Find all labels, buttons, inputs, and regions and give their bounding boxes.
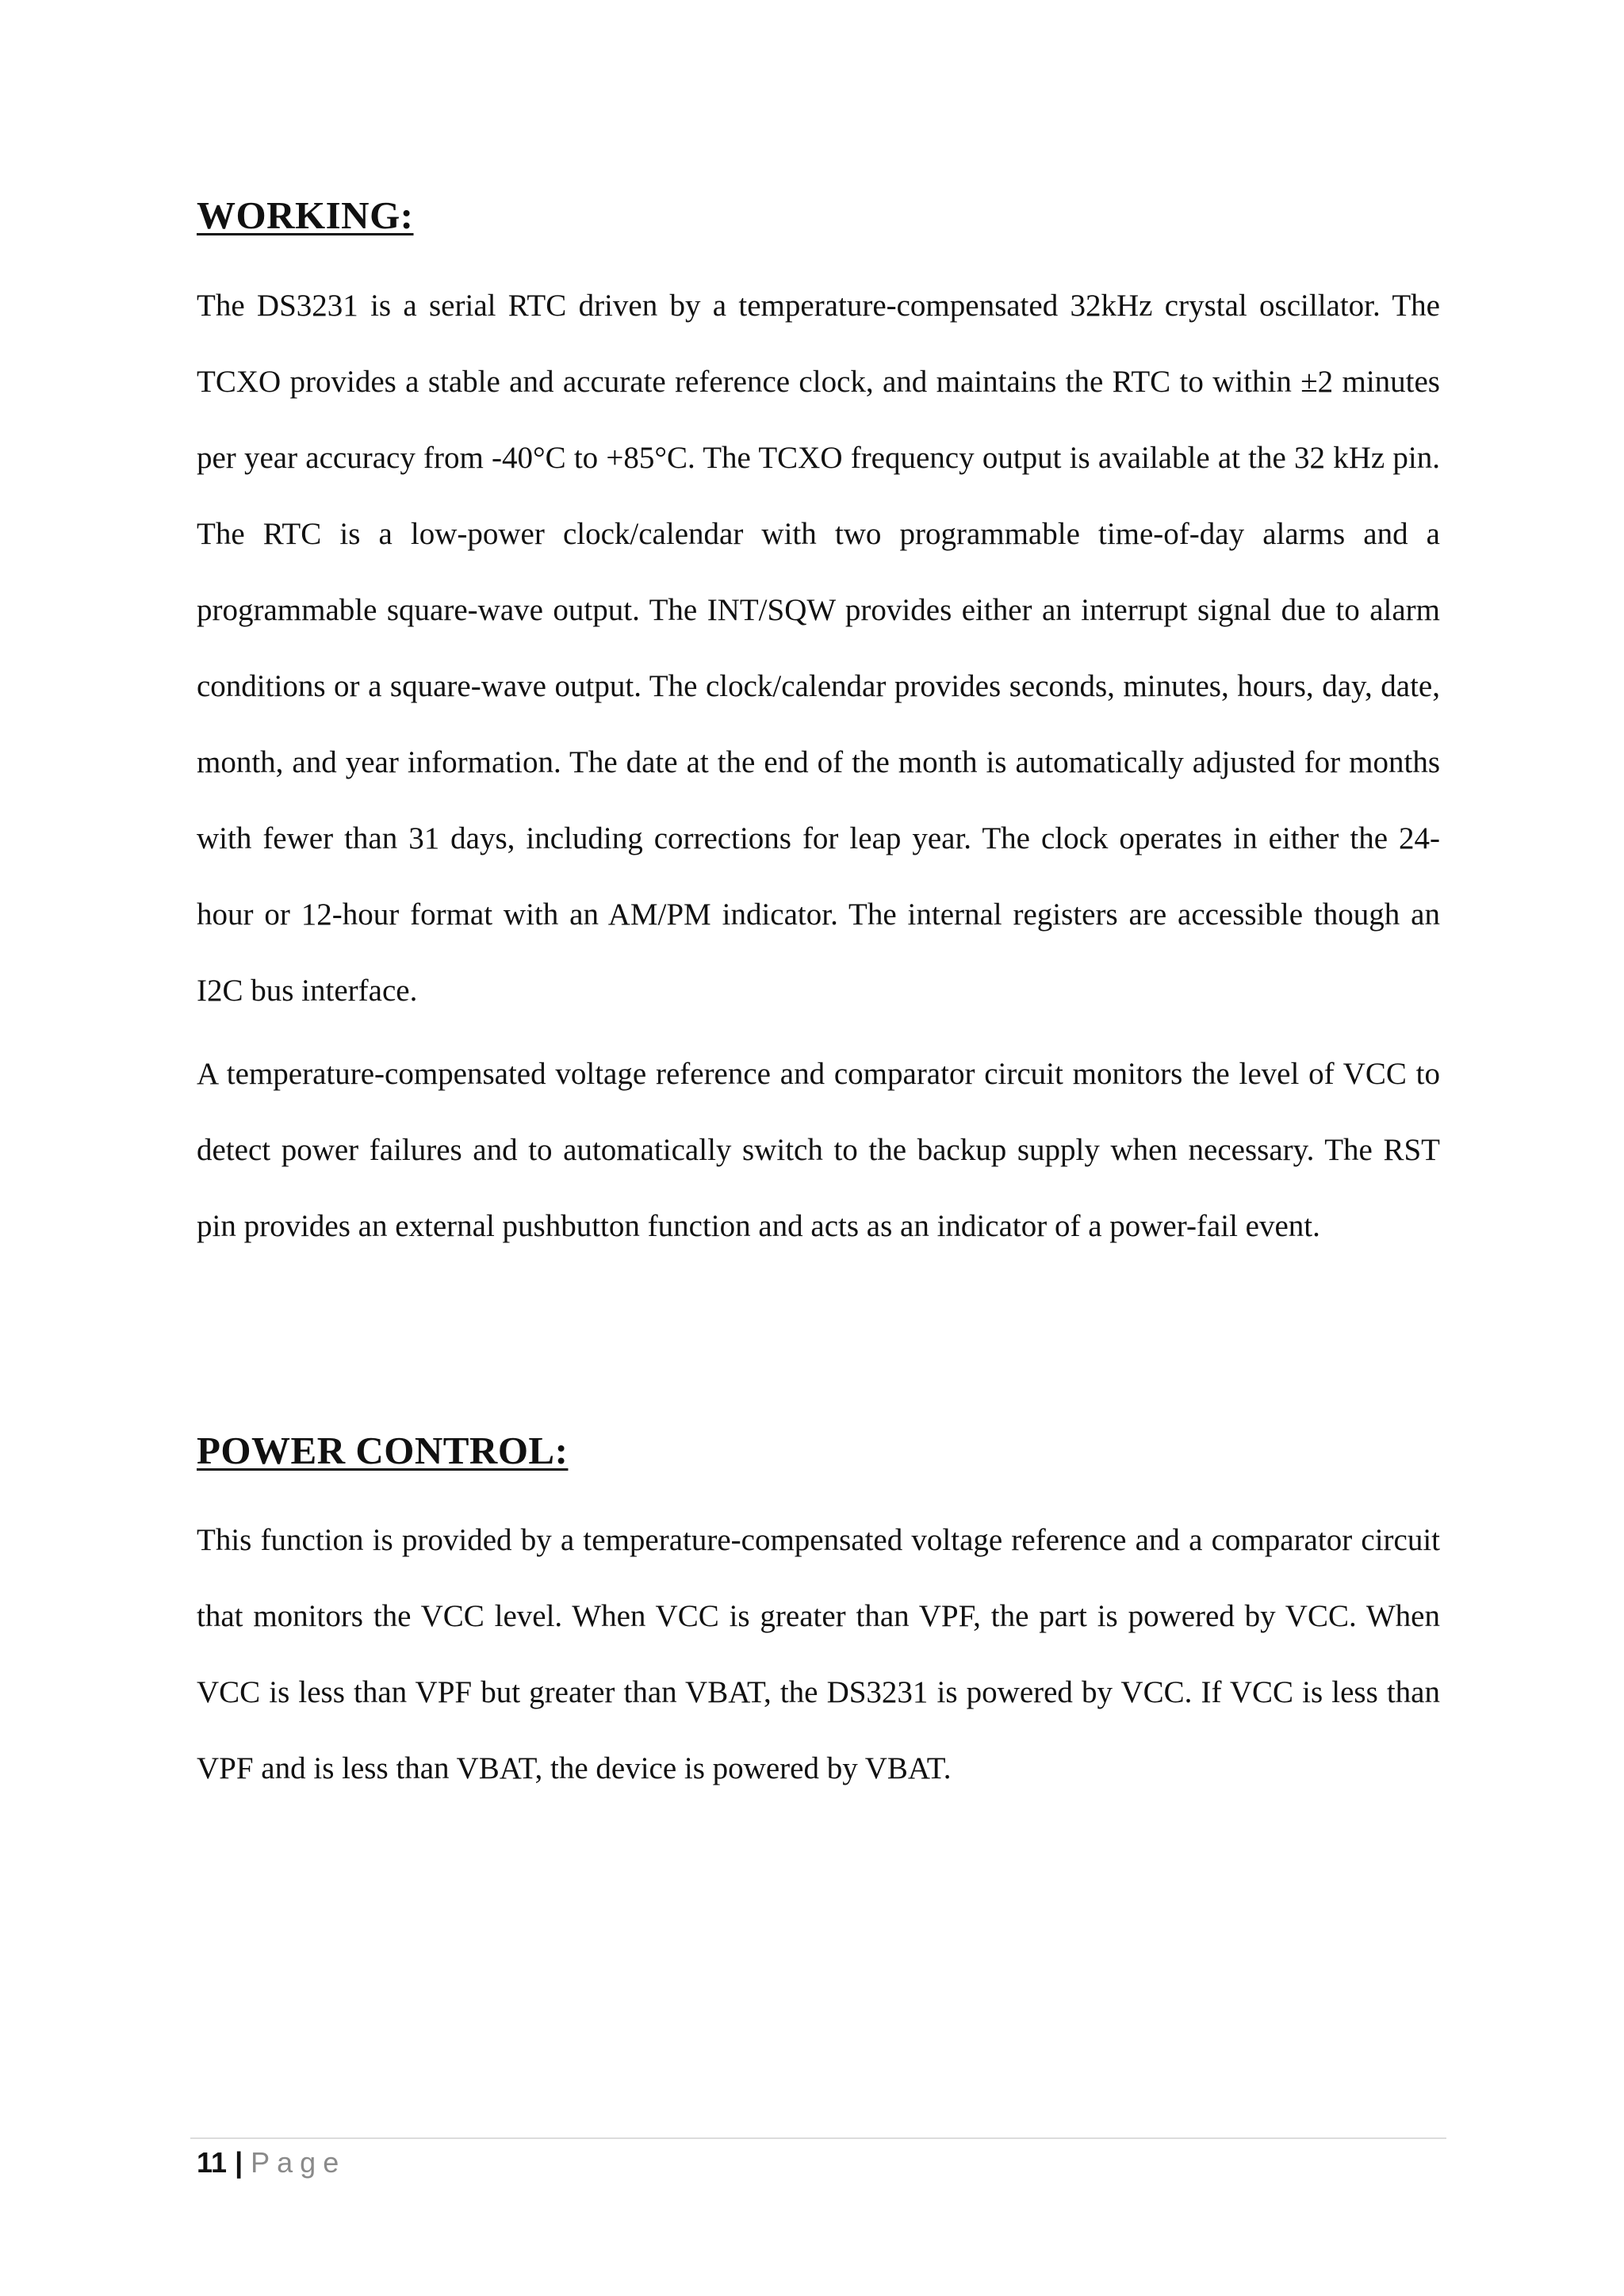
power-control-paragraph: This function is provided by a temperature-compensated voltage reference and a comparator circuit that monitors the VCC level. When VCC is greater than VPF, the part is powered by VCC. When VCC is less than VPF but greater than VBAT, the DS3231 is powered by VCC. If VCC is less than VPF and is less than VBAT, the device is powered by VBAT. — [197, 1523, 1440, 1785]
section-heading-working: WORKING: — [197, 193, 414, 237]
page-number: 11 — [197, 2146, 228, 2179]
page-footer — [197, 2144, 346, 2182]
page-label: Page — [251, 2146, 347, 2179]
working-paragraph-1: The DS3231 is a serial RTC driven by a temperature-compensated 32kHz crystal oscillator. The TCXO provides a stable and accurate reference clock, and maintains the RTC to within ±2 minutes per year accuracy from -40°C to +85°C. The TCXO frequency output is available at the 32 kHz pin. The RTC is a low-power clock/calendar with two programmable time-of-day alarms and a programmable square-wave output. The INT/SQW provides either an interrupt signal due to alarm conditions or a square-wave output. The clock/calendar provides seconds, minutes, hours, day, date, month, and year information. The date at the end of the month is automatically adjusted for months with fewer than 31 days, including corrections for leap year. The clock operates in either the 24-hour or 12-hour format with an AM/PM indicator. The internal registers are accessible though an I2C bus interface. — [197, 289, 1440, 1008]
section-heading-power-control: POWER CONTROL: — [197, 1429, 569, 1472]
footer-divider — [190, 2137, 1446, 2139]
footer-separator: | — [235, 2146, 243, 2179]
working-paragraph-2: A temperature-compensated voltage reference and comparator circuit monitors the level of VCC to detect power failures and to automatically switch to the backup supply when necessary. The RST pin provides an external pushbutton function and acts as an indicator of a power-fail event. — [197, 1057, 1440, 1243]
